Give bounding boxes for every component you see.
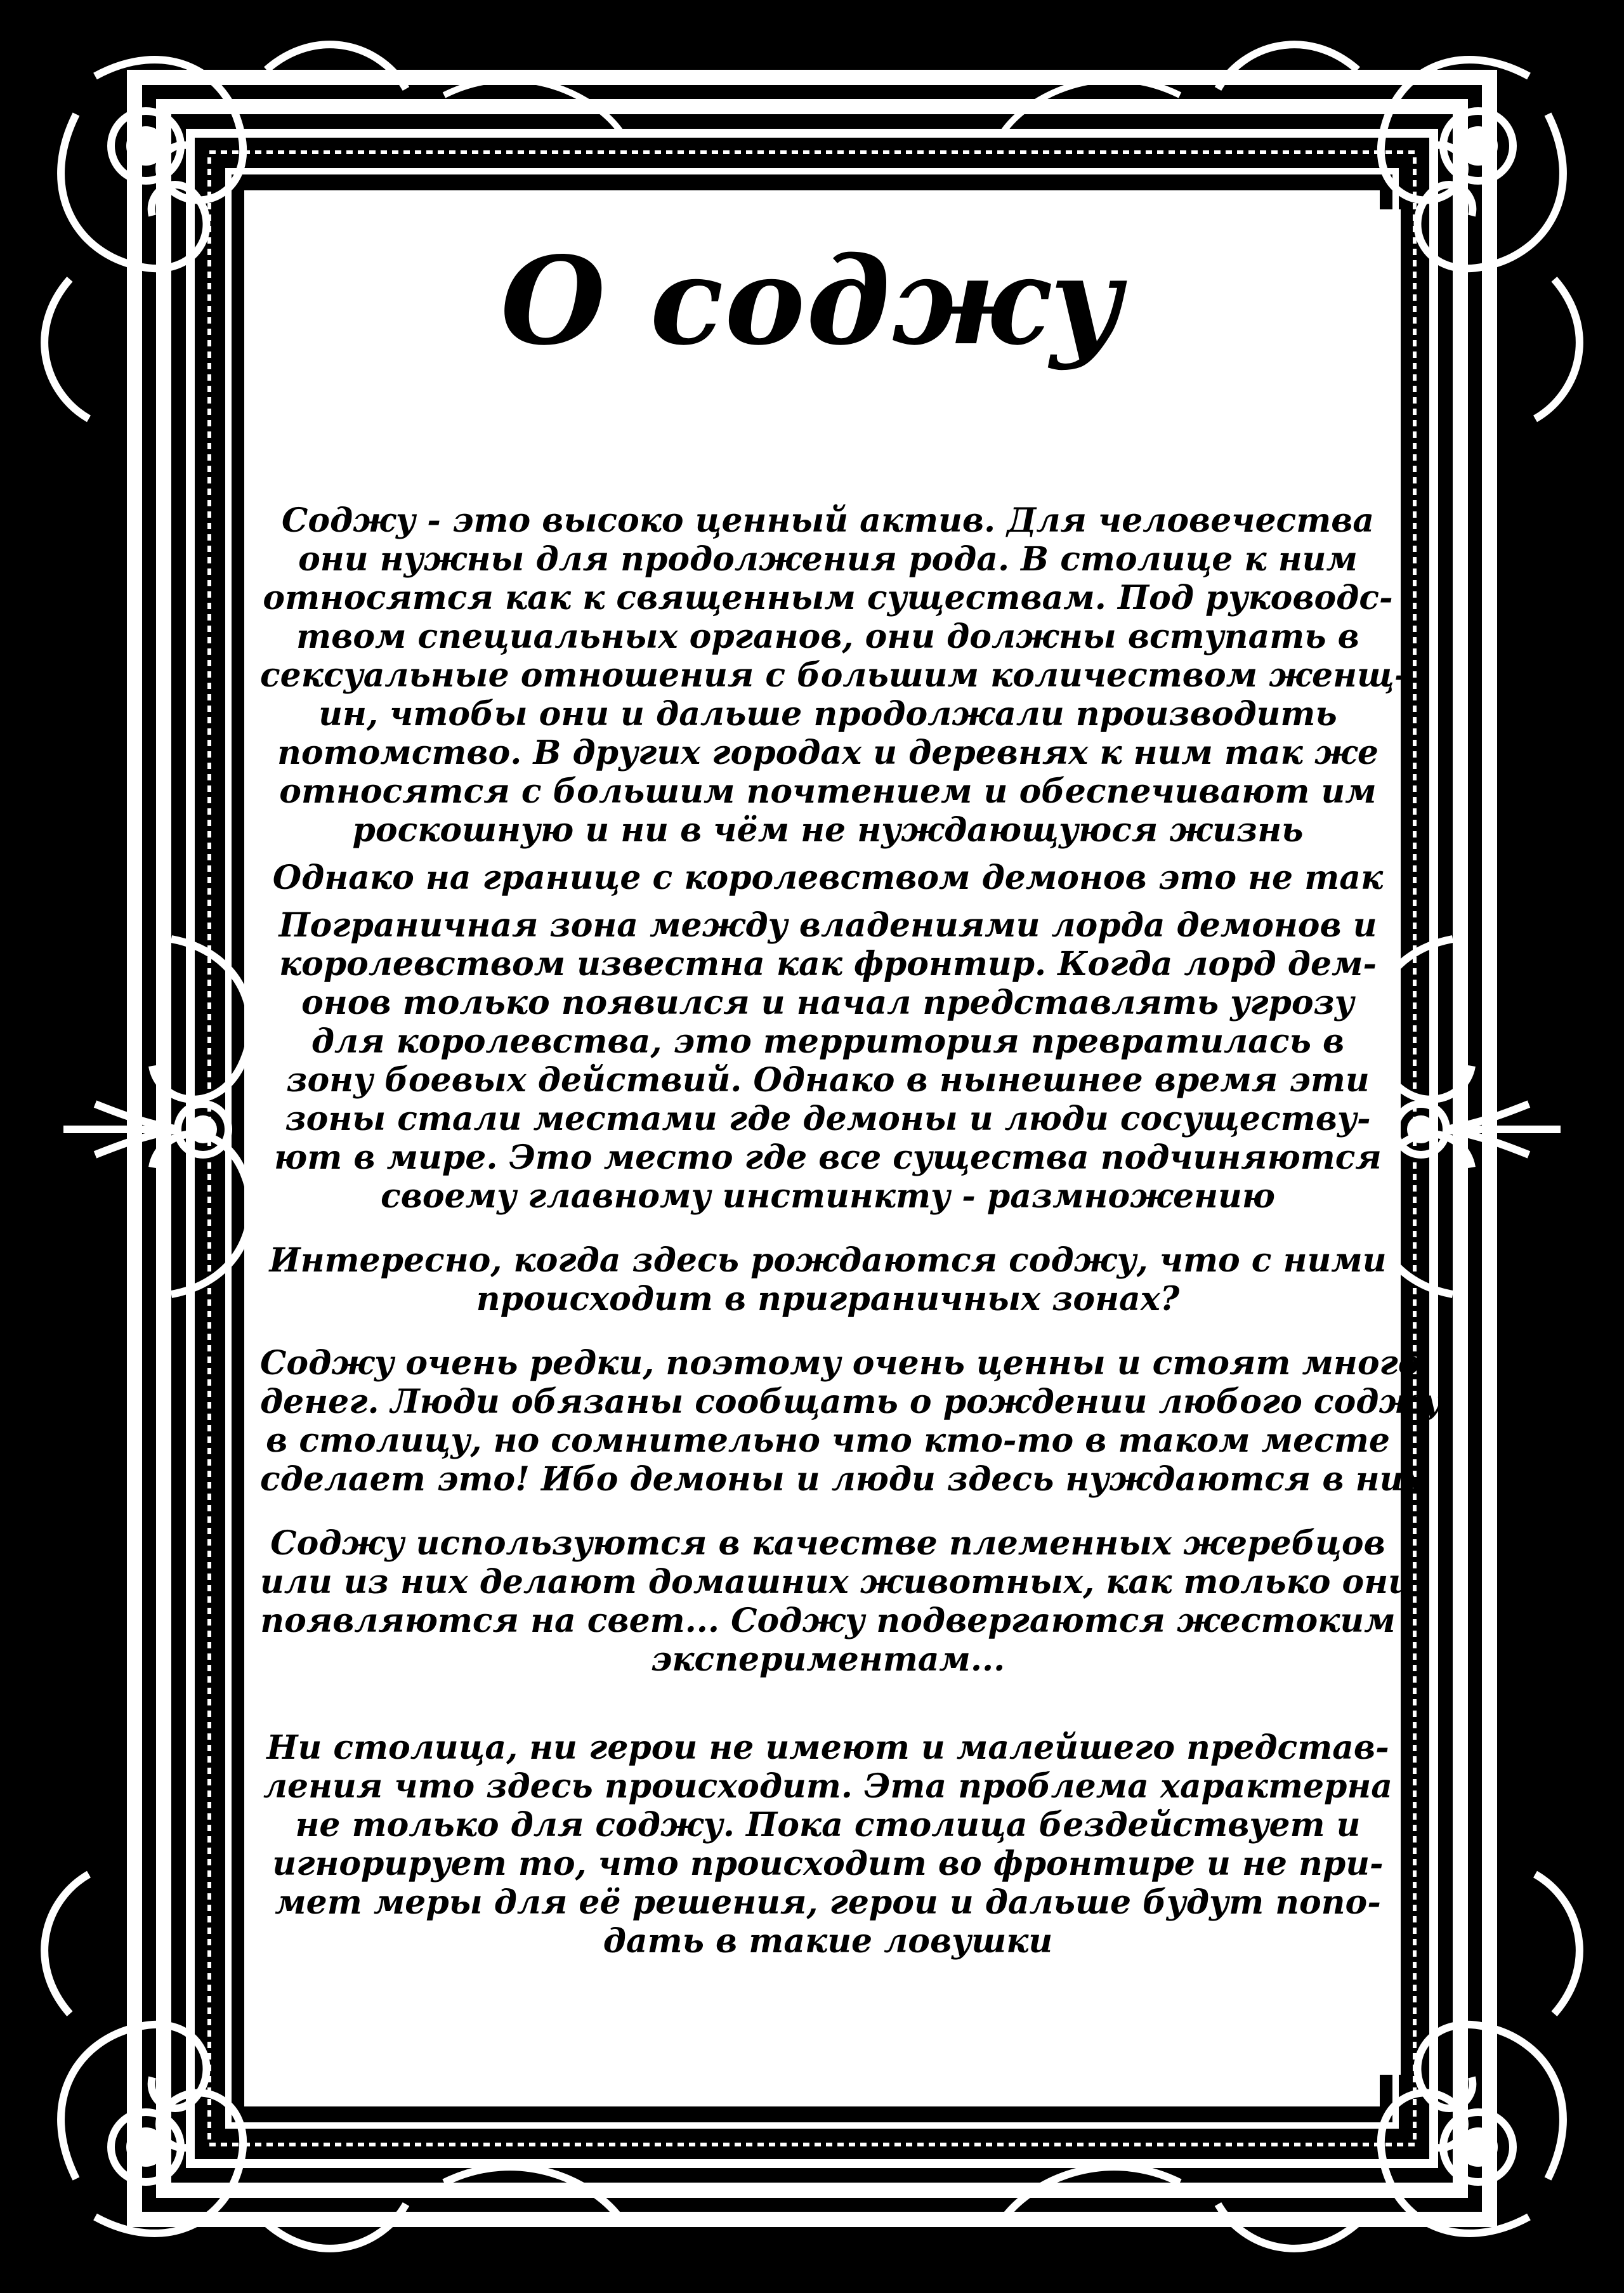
paragraph (260, 1241, 1396, 1318)
text-line: экспериментам... (650, 1640, 1005, 1679)
text-line: ют в мире. Это место где все существа подчиняются (274, 1138, 1382, 1177)
text-line: твом специальных органов, они должны вступать в (296, 617, 1359, 656)
text-line: дать в такие ловушки (603, 1922, 1053, 1961)
paragraph (260, 858, 1396, 897)
text-line: Соджу - это высоко ценный актив. Для человечества (281, 501, 1375, 540)
paragraph (260, 1524, 1412, 1679)
text-line: потомство. В других городах и деревнях к ним так же (277, 733, 1378, 772)
text-line: зоны стали местами где демоны и люди сосуществу- (285, 1100, 1371, 1138)
text-line: Пограничная зона между владениями лорда демонов и (278, 906, 1377, 945)
text-line: роскошную и ни в чём не нуждающуюся жизнь (352, 811, 1304, 850)
text-line: ления что здесь происходит. Эта проблема характерна (263, 1767, 1392, 1806)
paragraph (260, 501, 1408, 850)
text-line: Соджу очень редки, поэтому очень ценны и стоят много (260, 1344, 1420, 1383)
text-line: или из них делают домашних животных, как только они (260, 1563, 1412, 1601)
text-line: происходит в приграничных зонах? (476, 1280, 1180, 1318)
text-line: мет меры для её решения, герои и дальше будут попо- (275, 1883, 1381, 1922)
paragraph (260, 1344, 1442, 1499)
text-line: Однако на границе с королевством демонов это не так (272, 858, 1384, 897)
text-line: своему главному инстинкту - размножению (381, 1177, 1275, 1216)
text-line: не только для соджу. Пока столица бездействует и (295, 1806, 1361, 1844)
paragraph (260, 906, 1396, 1216)
page-title: О соджу (501, 230, 1123, 372)
text-line: зону боевых действий. Однако в нынешнее время эти (286, 1061, 1370, 1100)
text-line: Интересно, когда здесь рождаются соджу, что с ними (269, 1241, 1387, 1280)
text-line: денег. Люди обязаны сообщать о рождении любого соджу (260, 1383, 1442, 1421)
text-line: относятся с большим почтением и обеспечивают им (279, 772, 1377, 811)
text-line: сделает это! Ибо демоны и люди здесь нуждаются в них (260, 1460, 1424, 1499)
text-line: сексуальные отношения с большим количеством женщ- (260, 656, 1408, 695)
text-line: онов только появился и начал представлять угрозу (301, 983, 1354, 1022)
text-line: в столицу, но сомнительно что кто-то в таком месте (266, 1421, 1390, 1460)
text-line: игнорирует то, что происходит во фронтире и не при- (272, 1844, 1384, 1883)
text-line: относятся как к священным существам. Под руководс- (263, 579, 1393, 617)
text-line: ин, чтобы они и дальше продолжали производить (318, 695, 1337, 733)
text-line: королевством известна как фронтир. Когда лорд дем- (278, 945, 1377, 983)
text-line: Соджу используются в качестве племенных жеребцов (270, 1524, 1385, 1563)
text-line: Ни столица, ни герои не имеют и малейшего представ- (266, 1728, 1389, 1767)
text-line: они нужны для продолжения рода. В столице к ним (298, 540, 1358, 579)
body-text (260, 501, 1442, 2010)
paragraph (260, 1728, 1396, 1961)
text-line: появляются на свет... Соджу подвергаются жестоким (260, 1601, 1396, 1640)
text-line: для королевства, это территория превратилась в (311, 1022, 1345, 1061)
